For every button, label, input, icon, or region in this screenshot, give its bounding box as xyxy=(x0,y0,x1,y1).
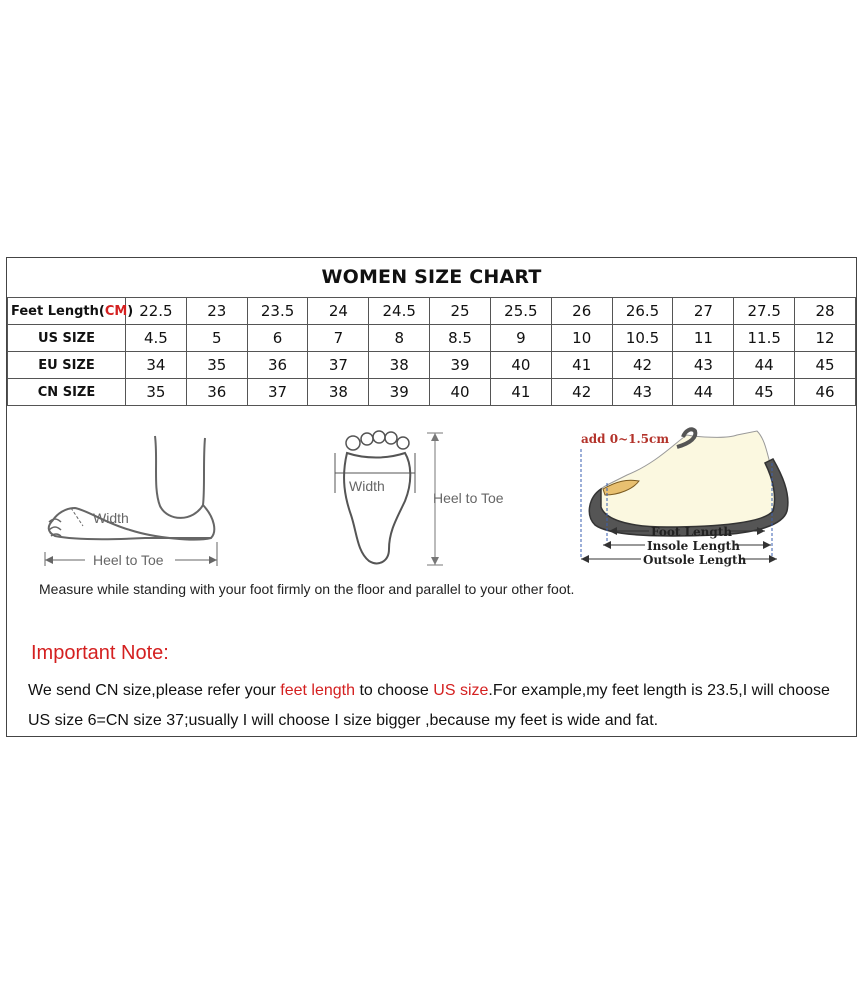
size-cell: 44 xyxy=(734,352,795,379)
size-cell: 10.5 xyxy=(612,325,673,352)
size-cell: 6 xyxy=(247,325,308,352)
size-cell: 27 xyxy=(673,298,734,325)
size-cell: 41 xyxy=(490,379,551,406)
size-cell: 41 xyxy=(551,352,612,379)
size-cell: 7 xyxy=(308,325,369,352)
shoe-illustration xyxy=(567,423,797,573)
side-width-label: Width xyxy=(93,510,129,526)
size-cell: 35 xyxy=(186,352,247,379)
table-row xyxy=(8,298,856,325)
top-heel-to-toe-label: Heel to Toe xyxy=(433,490,504,506)
size-cell: 27.5 xyxy=(734,298,795,325)
size-cell: 43 xyxy=(612,379,673,406)
size-cell: 11.5 xyxy=(734,325,795,352)
table-row xyxy=(8,352,856,379)
note-feet-length: feet length xyxy=(280,682,355,699)
size-cell: 37 xyxy=(308,352,369,379)
add-margin-label: add 0~1.5cm xyxy=(581,432,670,446)
unit-label: CM xyxy=(104,303,128,319)
insole-length-label: Insole Length xyxy=(647,539,740,553)
size-cell: 40 xyxy=(490,352,551,379)
size-cell: 42 xyxy=(612,352,673,379)
size-cell: 38 xyxy=(308,379,369,406)
size-cell: 46 xyxy=(795,379,856,406)
size-cell: 8.5 xyxy=(430,325,491,352)
size-table xyxy=(7,297,856,406)
size-cell: 28 xyxy=(795,298,856,325)
size-cell: 43 xyxy=(673,352,734,379)
side-foot-illustration xyxy=(35,430,235,575)
row-header: CN SIZE xyxy=(8,379,126,406)
size-cell: 25.5 xyxy=(490,298,551,325)
note-text-1: We send CN size,please refer your xyxy=(28,682,281,699)
size-cell: 4.5 xyxy=(126,325,187,352)
size-cell: 39 xyxy=(430,352,491,379)
size-cell: 38 xyxy=(369,352,430,379)
size-cell: 39 xyxy=(369,379,430,406)
foot-length-label: Foot Length xyxy=(651,525,733,539)
table-row xyxy=(8,325,856,352)
note-text-3: .For example,my feet length is 23.5,I will choose US size 6=CN size 37;usually I will choose I size bigger ,because my feet is wide and fat. xyxy=(28,682,830,729)
row-header: Feet Length(CM) xyxy=(8,298,126,325)
size-cell: 34 xyxy=(126,352,187,379)
size-chart xyxy=(6,257,857,737)
table-row xyxy=(8,379,856,406)
size-cell: 23 xyxy=(186,298,247,325)
size-cell: 22.5 xyxy=(126,298,187,325)
size-cell: 5 xyxy=(186,325,247,352)
size-cell: 40 xyxy=(430,379,491,406)
size-cell: 24.5 xyxy=(369,298,430,325)
size-cell: 8 xyxy=(369,325,430,352)
size-cell: 10 xyxy=(551,325,612,352)
size-cell: 24 xyxy=(308,298,369,325)
size-cell: 44 xyxy=(673,379,734,406)
size-cell: 12 xyxy=(795,325,856,352)
size-cell: 36 xyxy=(247,352,308,379)
size-cell: 26 xyxy=(551,298,612,325)
side-heel-to-toe-label: Heel to Toe xyxy=(93,552,164,568)
size-cell: 36 xyxy=(186,379,247,406)
note-text-2: to choose xyxy=(355,682,434,699)
size-cell: 42 xyxy=(551,379,612,406)
measure-caption: Measure while standing with your foot firmly on the floor and parallel to your other foot. xyxy=(39,581,575,597)
size-cell: 9 xyxy=(490,325,551,352)
top-width-label: Width xyxy=(349,478,385,494)
size-cell: 37 xyxy=(247,379,308,406)
size-cell: 45 xyxy=(734,379,795,406)
chart-title: WOMEN SIZE CHART xyxy=(321,266,542,288)
note-body xyxy=(28,676,843,736)
note-title: Important Note: xyxy=(31,642,169,664)
size-cell: 11 xyxy=(673,325,734,352)
row-header: EU SIZE xyxy=(8,352,126,379)
size-cell: 25 xyxy=(430,298,491,325)
size-cell: 45 xyxy=(795,352,856,379)
row-header: US SIZE xyxy=(8,325,126,352)
note-us-size: US size xyxy=(433,682,489,699)
size-cell: 26.5 xyxy=(612,298,673,325)
top-foot-illustration xyxy=(327,423,527,573)
outsole-length-label: Outsole Length xyxy=(643,553,747,567)
size-cell: 35 xyxy=(126,379,187,406)
size-cell: 23.5 xyxy=(247,298,308,325)
